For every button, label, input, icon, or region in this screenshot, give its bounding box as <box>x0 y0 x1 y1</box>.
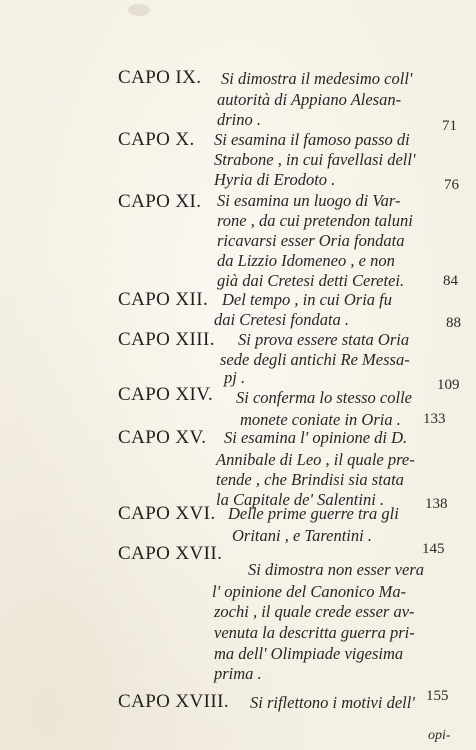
entry-text-line: dai Cretesi fondata . <box>214 310 350 329</box>
chapter-number: CAPO XVII. <box>118 543 223 564</box>
entry-text-line: Si esamina il famoso passo di <box>214 130 410 149</box>
entry-text-line: prima . <box>214 664 262 683</box>
entry-text-line: già dai Cretesi detti Ceretei. <box>217 271 405 290</box>
page-number: 155 <box>426 688 449 704</box>
entry-text-line: Del tempo , in cui Oria fu <box>222 290 393 309</box>
paper-stain <box>128 4 150 16</box>
chapter-number: CAPO XV. <box>118 427 207 448</box>
entry-text-line: monete coniate in Oria . <box>240 410 401 429</box>
page-number: 76 <box>444 177 459 193</box>
chapter-number: CAPO XII. <box>118 289 209 310</box>
entry-text-line: Si dimostra non esser vera <box>248 560 424 579</box>
page-number: 145 <box>422 541 445 557</box>
entry-text-line: venuta la descritta guerra pri- <box>214 623 415 642</box>
chapter-number: CAPO XI. <box>118 191 202 212</box>
chapter-number: CAPO X. <box>118 129 195 150</box>
entry-text-line: Si conferma lo stesso colle <box>236 388 412 407</box>
entry-text-line: Si esamina l' opinione di D. <box>224 428 408 447</box>
entry-text-line: pj . <box>224 368 246 387</box>
entry-text-line: Si riflettono i motivi dell' <box>250 693 415 712</box>
page-number: 133 <box>423 411 446 427</box>
entry-text-line: rone , da cui pretendon taluni <box>217 211 413 230</box>
entry-text-line: tende , che Brindisi sia stata <box>216 470 404 489</box>
entry-text-line: l' opinione del Canonico Ma- <box>212 582 407 601</box>
page-number: 88 <box>446 315 461 331</box>
chapter-number: CAPO XIII. <box>118 329 215 350</box>
page-number: 71 <box>442 118 457 134</box>
entry-text-line: Hyria di Erodoto . <box>214 170 336 189</box>
entry-text-line: ma dell' Olimpiade vigesima <box>214 644 404 663</box>
chapter-number: CAPO XIV. <box>118 384 214 405</box>
entry-text-line: Si dimostra il medesimo coll' <box>221 69 413 88</box>
chapter-number: CAPO XVIII. <box>118 691 230 712</box>
entry-text-line: Strabone , in cui favellasi dell' <box>214 150 416 169</box>
entry-text-line: Delle prime guerre tra gli <box>228 504 399 523</box>
page-number: 109 <box>437 377 460 393</box>
entry-text-line: zochi , il quale crede esser av- <box>214 602 415 621</box>
entry-text-line: Si esamina un luogo di Var- <box>217 191 401 210</box>
entry-text-line: autorità di Appiano Alesan- <box>217 90 402 109</box>
entry-text-line: Annibale di Leo , il quale pre- <box>216 450 415 469</box>
chapter-number: CAPO XVI. <box>118 503 216 524</box>
entry-text-line: drino . <box>217 110 262 129</box>
entry-text-line: sede degli antichi Re Messa- <box>220 350 410 369</box>
entry-text-line: la Capitale de' Salentini . <box>216 490 385 509</box>
chapter-number: CAPO IX. <box>118 67 202 88</box>
entry-text-line: da Lizzio Idomeneo , e non <box>217 251 395 270</box>
page-number: 84 <box>443 273 458 289</box>
entry-text-line: Si prova essere stata Oria <box>238 330 410 349</box>
entry-text-line: ricavarsi esser Oria fondata <box>217 231 405 250</box>
catchword: opi- <box>428 728 451 743</box>
page-number: 138 <box>425 496 448 512</box>
entry-text-line: Oritani , e Tarentini . <box>232 526 372 545</box>
